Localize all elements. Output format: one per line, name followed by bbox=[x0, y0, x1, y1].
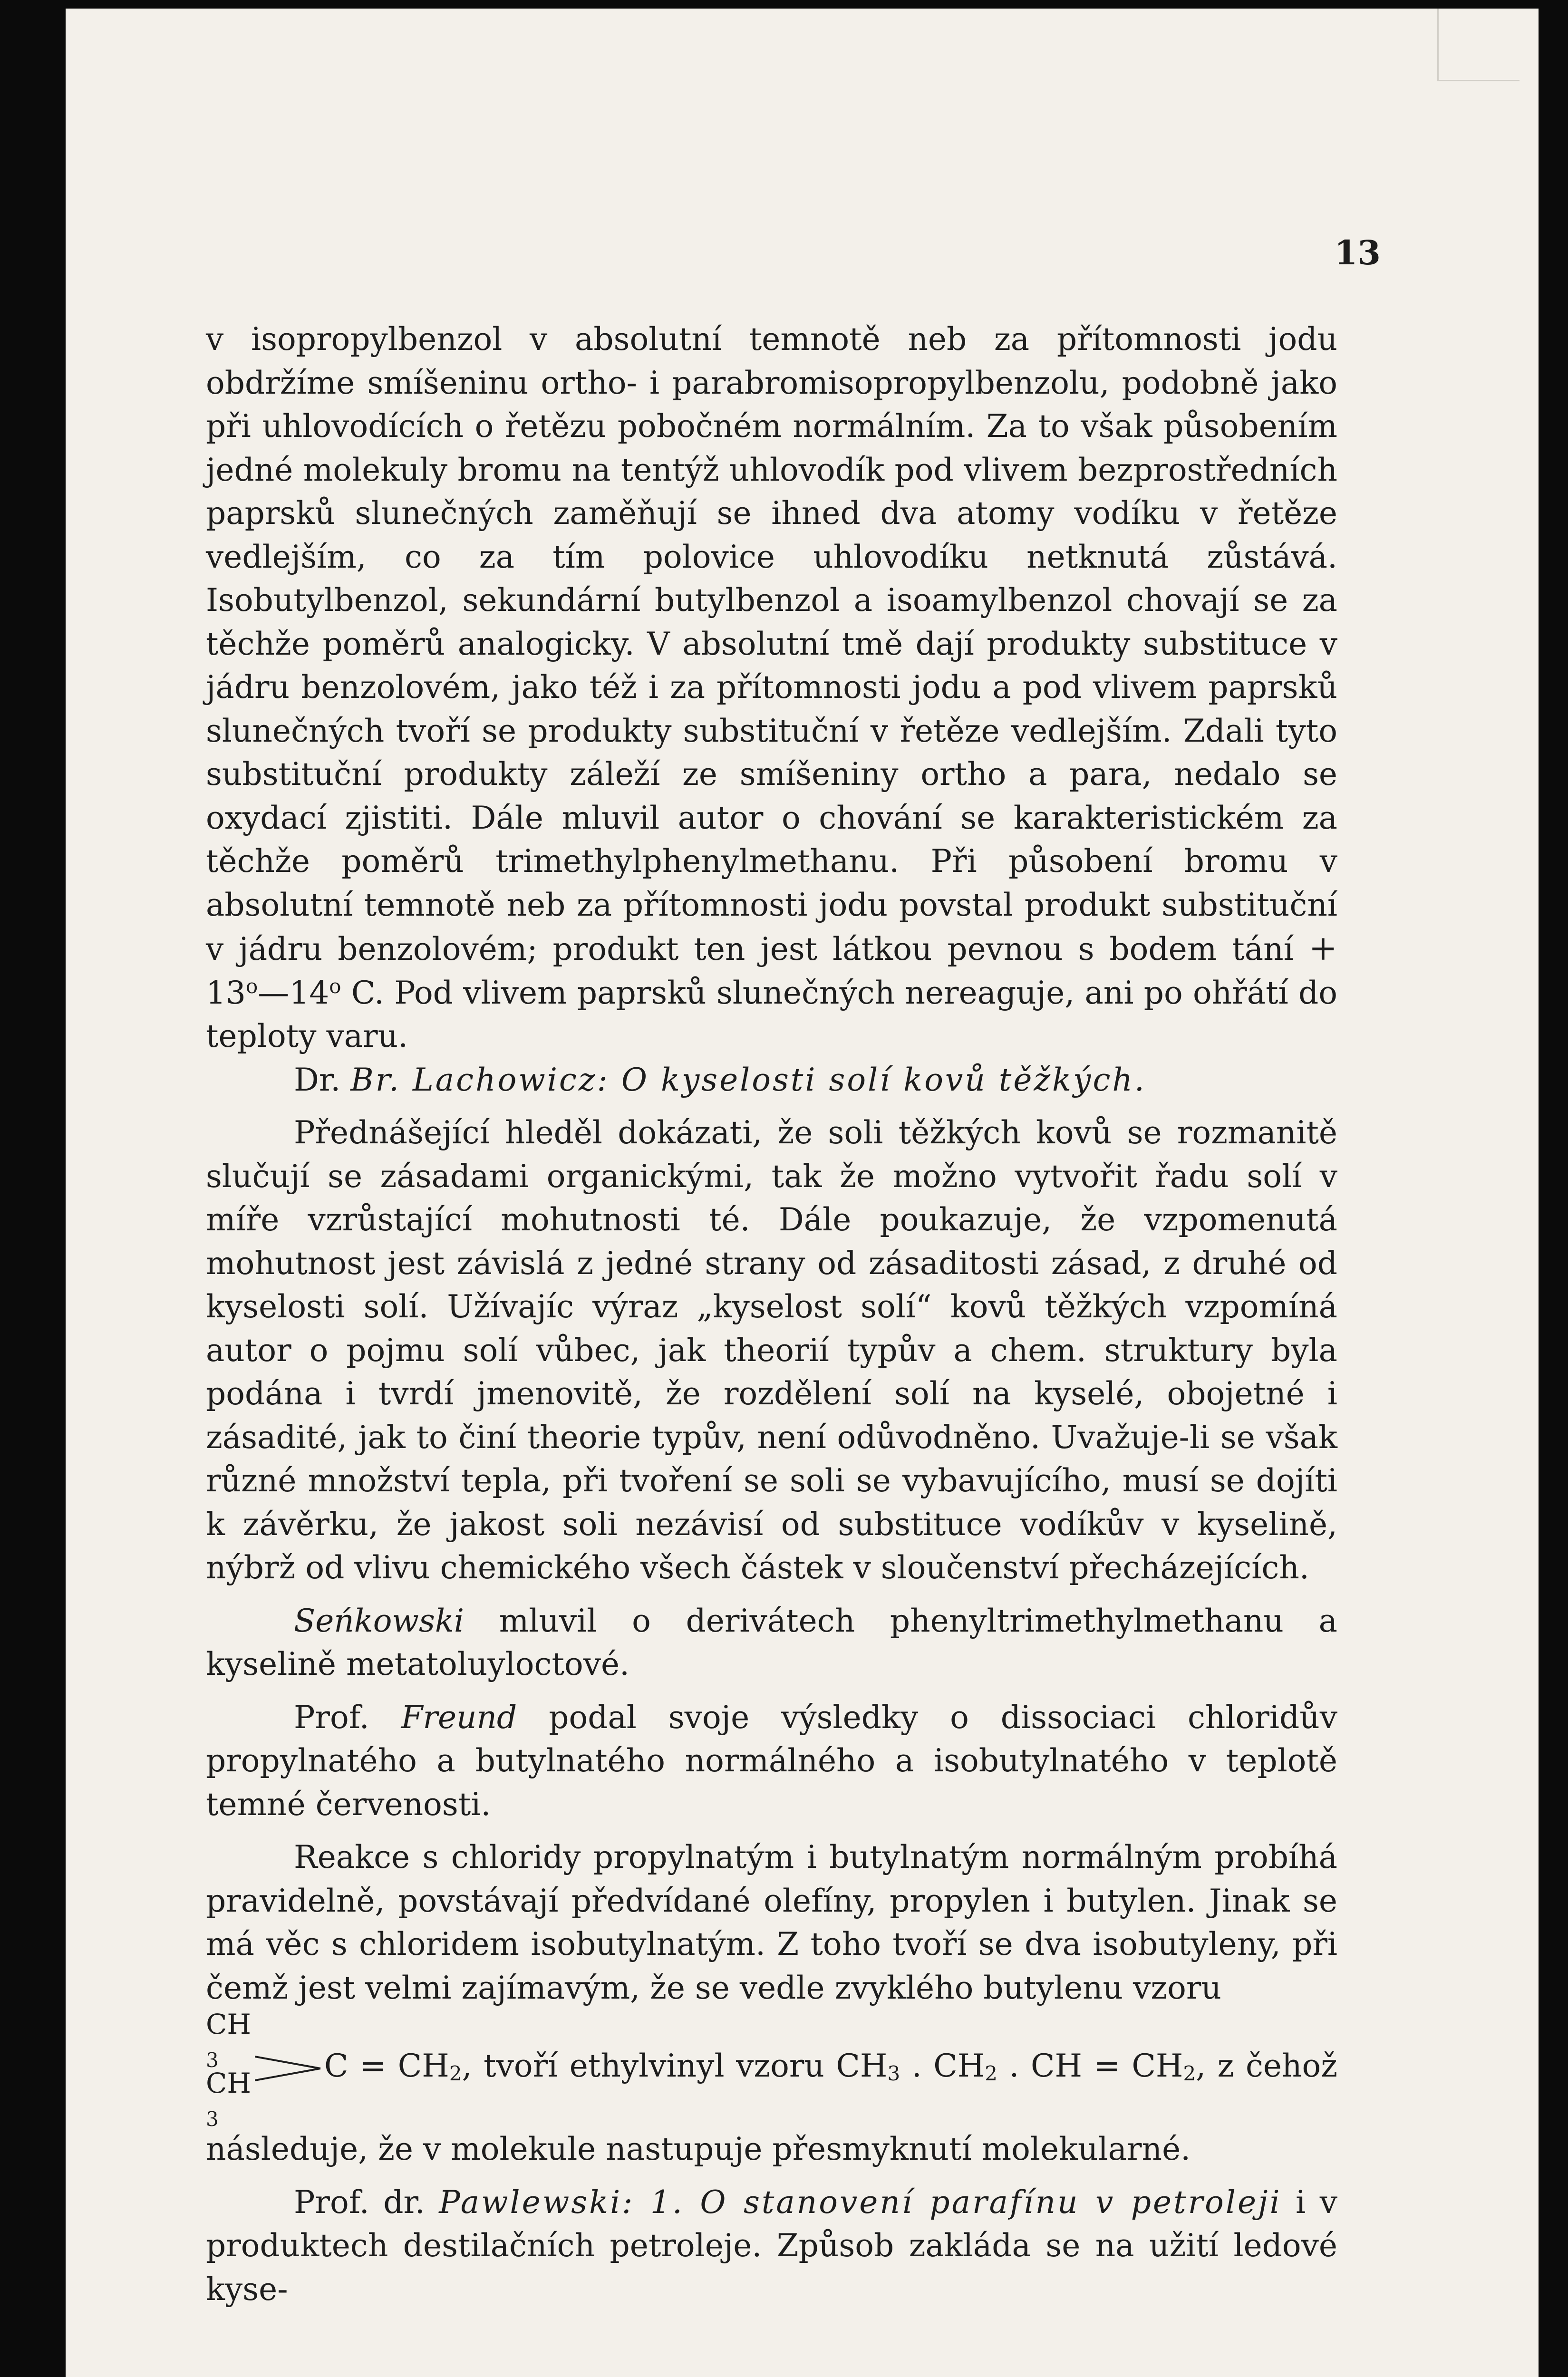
paragraph-pawlewski: Prof. dr. Pawlewski: 1. O stanovení parafínu v petroleji i v produktech destilačních petroleje. Způsob zakláda se na užití ledové kyse- bbox=[206, 2184, 1337, 2308]
paragraph-formula: CH $_3$ CH $_3$ $C = CH_2$, tvoří ethylvinyl vzoru $CH_3$ . $CH_2$ . CH = $CH_2$, z čehož následuje, že v molekule nastupuje přesmyknutí molekularné. bbox=[206, 2008, 1337, 2167]
paragraph-lachowicz: Přednášející hleděl dokázati, že soli těžkých kovů se rozmanitě slučují se zásadami organickými, tak že možno vytvořit řadu solí v míře vzrůstající mohutnosti té. Dále poukazuje, že vzpomenutá mohutnost jest závislá z jedné strany od zásaditosti zásad, z druhé od kyselosti solí. Užívajíc výraz „kyselost solí“ kovů těžkých vzpomíná autor o pojmu solí vůbec, jak theorií typův a chem. struktury byla podána i tvrdí jmenovitě, že rozdělení solí na kyselé, obojetné i zásadité, jak to činí theorie typův, není odůvodněno. Uvažuje-li se však různé množství tepla, při tvoření se soli se vybavujícího, musí se dojíti k závěrku, že jakost soli nezávisí od substituce vodíkův v kyselině, nýbrž od vlivu chemického všech částek v sloučenství přecházejících. bbox=[206, 1114, 1337, 1586]
methyl-stack: CH $_3$ CH $_3$ bbox=[206, 2008, 251, 2131]
page-number: 13 bbox=[1334, 233, 1381, 272]
lecture-heading-lachowicz: Dr. Br. Lachowicz: O kyselosti solí kovů těžkých. bbox=[294, 1061, 1146, 1098]
bond-wedge-icon bbox=[255, 2052, 321, 2085]
melting-point: + $13^o—14^o$ C. bbox=[206, 928, 1337, 1011]
paragraph-reakce: Reakce s chloridy propylnatým i butylnatým normálným probíhá pravidelně, povstávají předvídané olefíny, propylen i butylen. Jinak se má věc s chloridem isobutylnatým. Z toho tvoří se dva isobutyleny, při čemž jest velmi zajímavým, že se vedle zvyklého butylenu vzoru bbox=[206, 1839, 1337, 2006]
scanned-page bbox=[66, 9, 1539, 2377]
paragraph-freund: Prof. Freund podal svoje výsledky o dissociaci chloridův propylnatého a butylnatého normálného a isobutylnatého v teplotě temné červenosti. bbox=[206, 1699, 1337, 1823]
paragraph-isopropylbenzol: v isopropylbenzol v absolutní temnotě neb za přítomnosti jodu obdržíme smíšeninu ortho- i parabromisopropylbenzolu, podobně jako při uhlovodících o řetězu pobočném normálním. Za to však působením jedné molekuly bromu na tentýž uhlovodík pod vlivem bezprostředních paprsků slunečných zaměňují se ihned dva atomy vodíku v řetěze vedlejším, co za tím polovice uhlovodíku netknutá zůstává. Isobutylbenzol, sekundární butylbenzol a isoamylbenzol chovají se za těchže poměrů analogicky. V absolutní tmě dají produkty substituce v jádru benzolovém, jako též i za přítomnosti jodu a pod vlivem paprsků slunečných tvoří se produkty substituční v řetěze vedlejším. Zdali tyto substituční produkty záleží ze smíšeniny ortho a para, nedalo se oxydací zjistiti. Dále mluvil autor o chování se karakteristickém za těchže poměrů trimethylphenylmethanu. Při působení bromu v absolutní temnotě neb za přítomnosti jodu povstal produkt substituční v jádru benzolovém; produkt ten jest látkou pevnou s bodem tání + $13^o—14^o$ C. Pod vlivem paprsků slunečných nereaguje, ani po ohřátí do teploty varu. bbox=[206, 321, 1337, 1054]
paragraph-senkowski: Seńkowski mluvil o derivátech phenyltrimethylmethanu a kyselině metatoluyloctové. bbox=[206, 1602, 1337, 1682]
scan-corner-mark bbox=[1437, 9, 1520, 81]
body-text bbox=[206, 318, 1337, 2311]
